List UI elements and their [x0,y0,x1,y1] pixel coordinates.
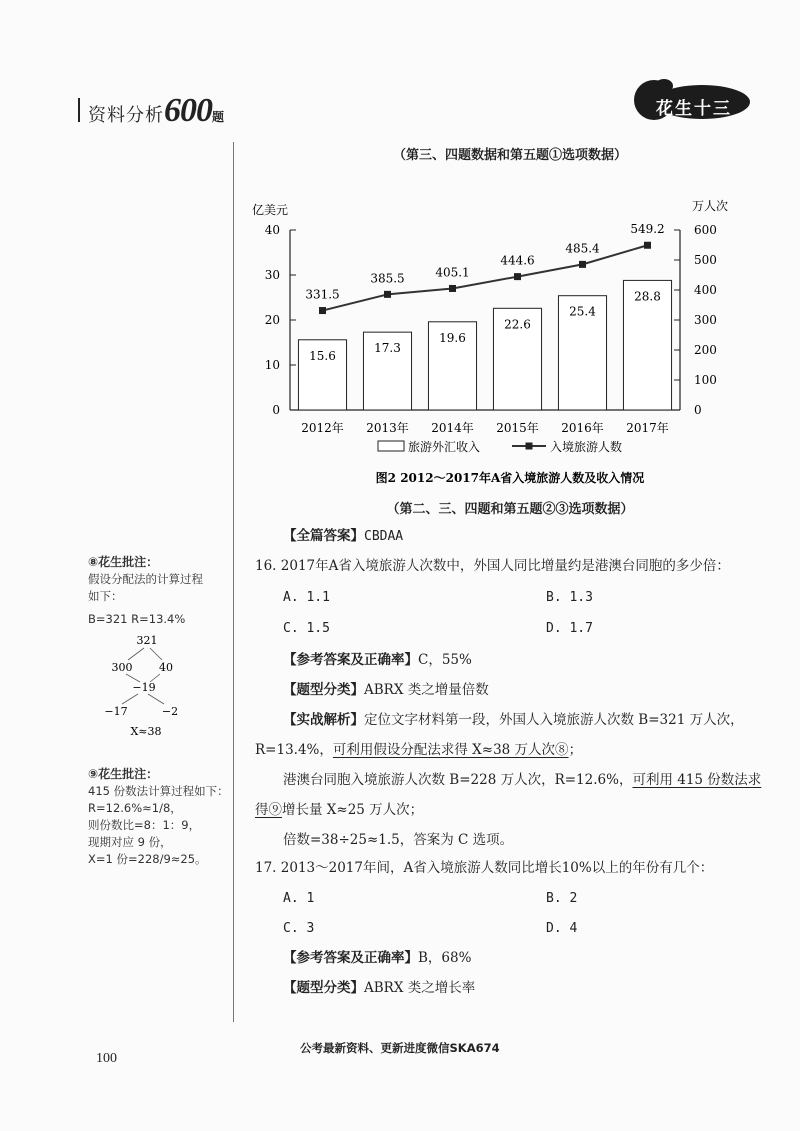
tree-left-left: −17 [104,705,128,718]
q16-analysis-line5: 倍数=38÷25≈1.5，答案为 C 选项。 [283,832,514,848]
q17-option-c: C. 3 [283,921,315,936]
q16-analysis-text3b: 可利用 415 份数法求 [632,772,762,788]
book-title-text: 资料分析 [88,105,164,126]
q17-type-label: 【题型分类】 [283,980,364,996]
q16-option-a: A. 1.1 [283,590,330,605]
tree-left-right: −2 [161,705,179,718]
q17-stem: 17. 2013～2017年间，A省入境旅游人数同比增长10%以上的年份有几个： [255,860,714,876]
line-value-label: 444.6 [500,253,535,268]
q17-ref-value: B，68% [418,950,472,966]
sidebar-note-8-line3: B=321 R=13.4% [88,612,186,626]
right-tick-label: 0 [694,403,702,417]
chart-caption-bottom: （第二、三、四题和第五题②③选项数据） [386,502,634,517]
book-title-suffix: 题 [212,110,226,124]
line-value-label: 405.1 [435,265,470,280]
x-tick-label: 2016年 [561,421,604,435]
margin-divider [233,142,234,1022]
q16-analysis-text4a: 得⑨ [255,802,282,818]
q17-option-d: D. 4 [546,921,578,936]
left-tick-label: 0 [272,403,280,417]
q16-option-c: C. 1.5 [283,621,330,636]
sidebar-note-9 [88,766,229,868]
line-point [449,285,456,292]
sidebar-note-8-line2: 如下： [88,589,123,603]
sidebar-note-8-title: ⑧花生批注： [88,555,159,569]
right-tick-label: 600 [694,223,717,237]
right-tick-label: 100 [694,373,717,387]
tree-result: X≈38 [130,725,162,738]
header-divider [78,98,80,122]
x-tick-label: 2017年 [626,421,669,435]
sidebar-note-8-line1: 假设分配法的计算过程 [88,572,203,586]
sidebar-note-9-line2: R=12.6%≈1/8， [88,801,182,815]
book-title-number: 600 [164,92,212,129]
sidebar-note-9-line3: 则份数比=8：1：9， [88,818,201,832]
allocation-tree-diagram [100,630,200,740]
q16-type-label: 【题型分类】 [283,682,364,698]
bar-value-label: 15.6 [309,348,336,363]
line-point [644,242,651,249]
q17-type-line [283,978,475,998]
q16-analysis-text4b: 增长量 X≈25 万人次； [282,802,424,818]
q16-analysis-text2b: 可利用假设分配法求得 X≈38 万人次⑧ [332,742,569,758]
bar-value-label: 19.6 [439,330,466,345]
tree-left: 300 [111,661,133,674]
bar-value-label: 17.3 [374,341,401,356]
q16-ref-value: C，55% [418,652,472,668]
line-point [579,261,586,268]
tree-mid: −19 [132,681,156,694]
x-tick-label: 2015年 [496,421,539,435]
q17-ref-label: 【参考答案及正确率】 [283,950,418,966]
bar-value-label: 25.4 [569,304,596,319]
left-tick-label: 10 [264,358,280,372]
left-tick-label: 30 [264,268,280,282]
q16-ref-label: 【参考答案及正确率】 [283,652,418,668]
sidebar-note-9-title: ⑨花生批注： [88,767,159,781]
chart-title: 图2 2012～2017年A省入境旅游人数及收入情况 [375,471,645,485]
chart-caption-top: （第三、四题数据和第五题①选项数据） [392,148,627,163]
line-value-label: 549.2 [630,222,665,237]
line-value-label: 385.5 [370,271,405,286]
q16-analysis-text2c: ； [568,742,583,758]
tree-right: 40 [159,661,173,674]
line-value-label: 331.5 [305,287,340,302]
left-tick-label: 40 [264,223,280,237]
right-tick-label: 200 [694,343,717,357]
q17-option-a: A. 1 [283,891,315,906]
logo-text: 花生十三 [656,99,732,119]
full-answer-value: CBDAA [364,529,404,544]
legend-bar-swatch [378,441,404,451]
x-tick-label: 2013年 [366,421,409,435]
q17-ref-line [283,948,471,968]
q16-analysis-line2 [255,740,582,760]
right-axis-title: 万人次 [692,199,729,213]
line-value-label: 485.4 [565,241,600,256]
sidebar-note-9-line5: X=1 份=228/9≈25。 [88,852,207,866]
line-point [514,273,521,280]
q16-ref-line [283,650,472,670]
q16-analysis-line3 [283,770,761,790]
right-tick-label: 400 [694,283,717,297]
full-answer-label: 【全篇答案】 [283,528,364,544]
page-number: 100 [96,1051,117,1066]
q16-analysis-label: 【实战解析】 [283,712,364,728]
q16-analysis-text3a: 港澳台同胞入境旅游人次数 B=228 万人次，R=12.6%， [283,772,633,788]
q17-type-value: ABRX 类之增长率 [364,980,476,996]
q16-stem: 16. 2017年A省入境旅游人次数中，外国人同比增量约是港澳台同胞的多少倍： [255,558,730,574]
q16-option-d: D. 1.7 [546,621,593,636]
footer-text: 公考最新资料、更新进度微信SKA674 [300,1041,500,1055]
bar-value-label: 28.8 [634,289,661,304]
left-tick-label: 20 [264,313,280,327]
tree-root: 321 [136,634,158,647]
right-tick-label: 300 [694,313,717,327]
bar-value-label: 22.6 [504,317,531,332]
q17-option-b: B. 2 [546,891,578,906]
q16-analysis-text1: 定位文字材料第一段，外国人入境旅游人次数 B=321 万人次， [364,712,744,728]
q16-analysis-line4 [255,800,423,820]
q16-analysis-text2a: R=13.4%， [255,742,333,758]
sidebar-note-8 [88,554,203,628]
right-tick-label: 500 [694,253,717,267]
full-answer-line [283,526,403,547]
book-title [88,92,225,130]
chart [250,190,770,500]
q16-type-line [283,680,489,700]
q16-analysis-line1 [283,710,744,730]
legend-line-label: 入境旅游人数 [550,440,623,454]
x-tick-label: 2014年 [431,421,474,435]
x-tick-label: 2012年 [301,421,344,435]
line-point [319,307,326,314]
legend-line-marker [526,443,533,450]
line-point [384,291,391,298]
q16-option-b: B. 1.3 [546,590,593,605]
left-axis-title: 亿美元 [252,203,289,217]
sidebar-note-9-line4: 现期对应 9 份， [88,835,172,849]
q16-type-value: ABRX 类之增量倍数 [364,682,489,698]
legend-bar-label: 旅游外汇收入 [408,440,481,454]
sidebar-note-9-line1: 415 份数法计算过程如下： [88,784,229,798]
